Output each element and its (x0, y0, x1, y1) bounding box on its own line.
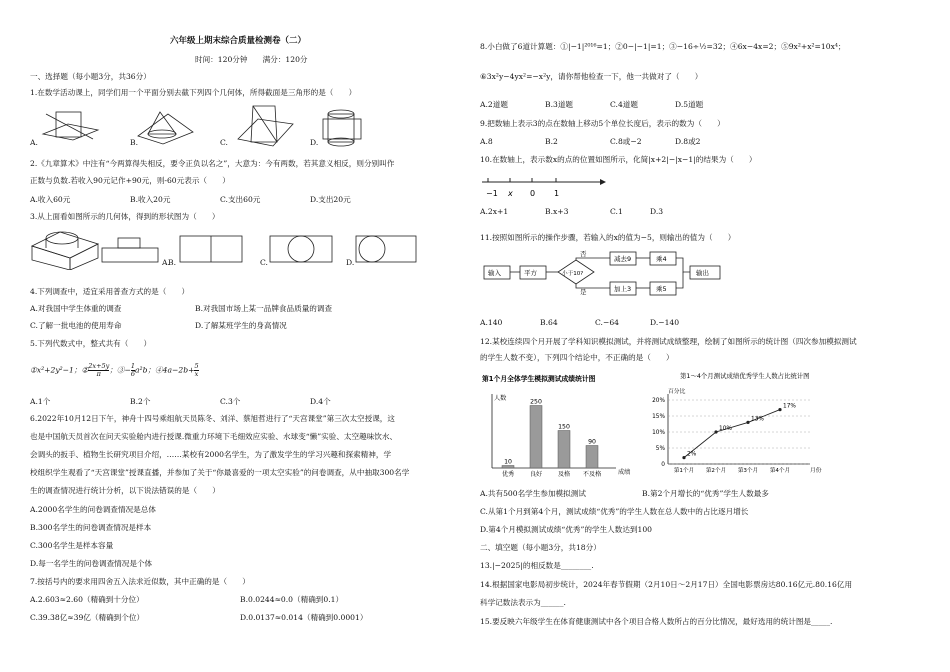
q6-option-d[interactable]: D.每一名学生的问卷调查情况是个体 (30, 559, 153, 568)
section-heading-1: 一、选择题（每小题3分，共36分） (30, 72, 151, 81)
bar-value-label-3: 150 (558, 423, 570, 431)
q3-view-a (102, 238, 158, 262)
q5-expr-2: ；③− (109, 365, 131, 375)
flow-yes-label: 否 (580, 250, 587, 258)
section-heading-2: 二、填空题（每小题3分，共18分） (480, 543, 601, 552)
q5-fraction-1-num: 2x+5y (88, 362, 110, 370)
flow-minus-label: 减去9 (614, 255, 632, 263)
q5-option-b[interactable]: B.2个 (130, 397, 151, 406)
question-13: 13.|−2025|的相反数是________. (480, 561, 594, 570)
q3-view-d (356, 236, 416, 262)
q5-expr-2-tail: a²b；④4a−2b+ (135, 365, 195, 375)
axis-label-x: x (508, 189, 513, 198)
question-6-line5: 生的调查情况进行统计分析，以下说法错误的是（ ） (30, 486, 220, 495)
bar-4 (586, 446, 598, 469)
q2-option-c[interactable]: C.支出60元 (220, 195, 261, 204)
q12-line-chart (640, 372, 830, 484)
question-14-line2: 科学记数法表示为______. (480, 598, 566, 607)
q10-option-b[interactable]: B.x+3 (545, 207, 569, 216)
flow-square-label: 平方 (524, 269, 537, 277)
question-6-line4: 校组织学生观看了“天宫课堂”授课直播，并参加了关于“你最喜爱的一项太空实验”的问卷调查，从中抽取300名学 (30, 468, 410, 477)
bar-1 (502, 466, 514, 469)
q1-option-c[interactable]: C. (220, 138, 228, 147)
question-7-stem: 7.按括号内的要求用四舍五入法求近似数，其中正确的是（ ） (30, 577, 250, 586)
line-value-label-1: 2% (687, 451, 697, 458)
q2-option-a[interactable]: A.收入60元 (30, 195, 71, 204)
question-8-line2: ⑥3x²y−4yx²=−x²y，请你帮他检查一下，他一共做对了（ ） (480, 72, 703, 81)
q1-option-b[interactable]: B. (130, 138, 138, 147)
line-category-label-2: 第2个月 (705, 468, 727, 474)
line-ytick-4: 20% (652, 398, 665, 404)
q9-option-b[interactable]: B.2 (545, 137, 558, 146)
q5-fraction-3-num: 5 (194, 362, 199, 370)
bar-value-label-2: 250 (530, 398, 542, 406)
q9-option-c[interactable]: C.8或−2 (610, 137, 642, 146)
line-point-2 (714, 430, 717, 433)
line-chart-title: 第1～4个月测试成绩优秀学生人数占比统计图 (680, 372, 810, 380)
question-6-line3: 会调头的扳手、植物生长研究项目介绍，……某校有2000名学生，为了激发学生的学习兴趣和探索精神，学 (30, 450, 392, 459)
line-chart-marks (652, 398, 810, 474)
q10-option-c[interactable]: C.1 (610, 207, 623, 216)
bar-category-label-2: 良好 (529, 471, 543, 478)
bar-chart-xlabel: 成绩 (618, 469, 631, 476)
q1-solid-b (138, 112, 193, 144)
q1-option-a[interactable]: A. (30, 138, 38, 147)
exam-meta: 时间：120分钟 满分：120分 (195, 55, 308, 64)
flow-input-label: 输入 (488, 269, 501, 277)
question-5-stem: 5.下列代数式中，整式共有（ ） (30, 339, 152, 348)
line-ytick-3: 15% (652, 414, 665, 420)
flow-no-label: 是 (580, 288, 587, 296)
q10-number-line (480, 170, 680, 202)
line-chart-ylabel: 百分比 (668, 389, 686, 395)
q12-option-c[interactable]: C.从第1个月到第4个月，测试成绩“优秀”的学生人数在总人数中的占比逐月增长 (480, 507, 749, 516)
question-6-line1: 6.2022年10月12日下午，神舟十四号乘组航天员陈冬、刘洋、蔡旭哲进行了“天宫课堂”第三次太空授课，这 (30, 414, 395, 423)
flow-output-label: 输出 (696, 269, 709, 277)
bar-value-label-4: 90 (588, 438, 596, 446)
bar-chart-ylabel: 人数 (494, 395, 507, 402)
number-line-arrow (600, 179, 606, 185)
q3-view-b (180, 236, 242, 262)
q4-option-a[interactable]: A.对我国中学生体重的调查 (30, 304, 122, 313)
question-2-line1: 2.《九章算术》中注有“今两算得失相反，要令正负以名之”，大意为：今有两数，若其意义相反，则分别叫作 (30, 159, 395, 168)
q7-option-d[interactable]: D.0.0137≈0.014（精确到0.0001） (240, 613, 368, 622)
q11-option-d[interactable]: D.−140 (650, 318, 680, 327)
q5-fraction-1-den: π (96, 370, 101, 379)
q7-option-b[interactable]: B.0.0244≈0.0（精确到0.1） (240, 595, 344, 604)
q12-option-d[interactable]: D.第4个月模拟测试成绩“优秀”的学生人数达到100 (480, 525, 653, 534)
exam-title: 六年级上期末综合质量检测卷（二） (170, 36, 307, 46)
question-12-line2: 的学生人数不变），下列四个结论中，不正确的是（ ） (480, 353, 674, 362)
q3-views-figure (30, 226, 460, 270)
q7-option-c[interactable]: C.39.38亿≈39亿（精确到个位） (30, 613, 145, 622)
bar-3 (558, 431, 570, 469)
question-15: 15.要反映六年级学生在体育健康测试中各个项目合格人数所占的百分比情况，最好选用的统计图是_____. (480, 617, 833, 626)
q5-option-c[interactable]: C.3个 (220, 397, 241, 406)
q1-solid-a (43, 112, 98, 140)
flow-plus-label: 加上3 (614, 285, 632, 293)
q5-expressions (30, 363, 199, 378)
line-point-1 (682, 456, 685, 459)
line-ytick-0: 0 (661, 462, 665, 468)
line-value-label-3: 13% (751, 416, 764, 423)
axis-label-neg1: −1 (486, 189, 498, 198)
q5-fraction-2-den: 6 (130, 370, 136, 379)
bar-category-label-4: 不及格 (582, 471, 602, 478)
bar-category-label-3: 及格 (557, 471, 571, 478)
line-value-label-4: 17% (783, 403, 796, 410)
bar-2 (530, 406, 542, 469)
line-category-label-4: 第4个月 (769, 468, 791, 474)
q5-option-d[interactable]: D.4个 (310, 397, 331, 406)
question-9-stem: 9.把数轴上表示3的点在数轴上移动5个单位长度后，表示的数为（ ） (480, 119, 725, 128)
q1-solid-c (238, 106, 293, 146)
line-ytick-2: 10% (652, 430, 665, 436)
axis-label-1: 1 (554, 189, 560, 198)
question-2-line2: 正数与负数.若收入90元记作+90元，则-60元表示（ ） (30, 176, 230, 185)
q3-option-b[interactable]: B. (168, 258, 176, 267)
line-point-4 (778, 408, 781, 411)
line-chart-xlabel: 月份 (810, 468, 822, 474)
q5-fraction-3 (194, 363, 198, 378)
axis-label-0: 0 (530, 189, 536, 198)
q3-option-d[interactable]: D. (346, 258, 355, 267)
line-category-label-1: 第1个月 (673, 468, 695, 474)
q12-option-b[interactable]: B.第2个月增长的“优秀”学生人数最多 (642, 489, 769, 498)
question-1-stem: 1.在数学活动课上，同学们用一个平面分别去截下列四个几何体，所得截面是三角形的是（ ） (30, 88, 357, 97)
q8-option-c[interactable]: C.4道题 (610, 100, 638, 109)
q6-option-a[interactable]: A.2000名学生的问卷调查情况是总体 (30, 505, 156, 514)
q1-solid-d (323, 110, 361, 146)
q4-option-b[interactable]: B.对我国市场上某一品牌食品质量的调查 (195, 304, 333, 313)
flow-cond-label: 小于10? (562, 271, 584, 277)
q2-option-b[interactable]: B.收入20元 (130, 195, 171, 204)
question-3-stem: 3.从上面看如图所示的几何体，得到的形状图为（ ） (30, 212, 220, 221)
bar-category-label-1: 优秀 (501, 471, 515, 478)
q2-option-d[interactable]: D.支出20元 (310, 195, 351, 204)
q11-flowchart (480, 246, 740, 304)
q8-option-b[interactable]: B.3道题 (545, 100, 574, 109)
q3-option-a[interactable]: A. (162, 258, 170, 267)
question-10-stem: 10.在数轴上，表示数x的点的位置如图所示，化简|x+2|−|x−1|的结果为（ ） (480, 155, 757, 164)
question-14-line1: 14.根据国家电影局初步统计，2024年春节假期（2月10日～2月17日）全国电影票房达80.16亿元.80.16亿用 (480, 580, 853, 589)
q10-option-a[interactable]: A.2x+1 (480, 207, 509, 216)
q3-solid (32, 232, 98, 270)
q5-expr-1: ①x²+2y²−1；② (30, 365, 89, 375)
q12-option-a[interactable]: A.共有500名学生参加模拟测试 (480, 489, 586, 498)
question-6-line2: 也是中国航天员首次在问天实验舱内进行授课.微重力环境下毛细效应实验、水球变“懒”实验、太空趣味饮水、 (30, 432, 398, 441)
q8-option-d[interactable]: D.5道题 (675, 100, 704, 109)
q3-view-c (270, 236, 332, 262)
q11-option-c[interactable]: C.−64 (595, 318, 619, 327)
question-11-stem: 11.按照如图所示的操作步骤，若输入的x的值为−5，则输出的值为（ ） (480, 233, 736, 242)
line-value-label-2: 10% (719, 426, 732, 432)
line-point-3 (746, 421, 749, 424)
bar-chart-marks (502, 399, 601, 479)
line-series (684, 410, 780, 458)
q10-option-d[interactable]: D.3 (650, 207, 664, 216)
question-4-stem: 4.下列调查中，适宜采用普查方式的是（ ） (30, 287, 190, 296)
q11-option-a[interactable]: A.140 (480, 318, 503, 327)
q5-fraction-1 (88, 363, 109, 378)
line-ytick-1: 5% (655, 446, 665, 452)
q3-option-c[interactable]: C. (260, 258, 268, 267)
question-12-line1: 12.某校连续四个月开展了学科知识模拟测试，并将测试成绩整理，绘制了如图所示的统计图（四次参加模拟测试 (480, 337, 857, 346)
q6-option-c[interactable]: C.300名学生是样本容量 (30, 541, 114, 550)
q8-option-a[interactable]: A.2道题 (480, 100, 508, 109)
q5-option-a[interactable]: A.1个 (30, 397, 51, 406)
q6-option-b[interactable]: B.300名学生的问卷调查情况是样本 (30, 523, 152, 532)
q12-bar-chart (480, 372, 640, 484)
line-category-label-3: 第3个月 (737, 468, 759, 474)
q11-option-b[interactable]: B.64 (540, 318, 558, 327)
bar-chart-title: 第1个月全体学生模拟测试成绩统计图 (482, 375, 596, 383)
q4-option-d[interactable]: D.了解某班学生的身高情况 (195, 321, 287, 330)
q9-option-d[interactable]: D.8或2 (675, 137, 701, 146)
bar-value-label-1: 10 (504, 458, 512, 466)
q5-fraction-3-den: x (194, 370, 199, 379)
q9-option-a[interactable]: A.8 (480, 137, 493, 146)
flow-times4-label: 乘4 (656, 255, 667, 263)
question-8-line1: 8.小白做了6道计算题：①|−1|²⁰¹⁶=1；②0−|−1|=1；③−16÷½=32；④6x−4x=2；⑤9x²+x²=10x⁴； (480, 42, 846, 51)
flow-times5-label: 乘5 (656, 285, 667, 293)
q7-option-a[interactable]: A.2.603≈2.60（精确到十分位） (30, 595, 144, 604)
q1-solids-figure (38, 104, 458, 152)
q5-fraction-2-num: 1 (130, 362, 136, 370)
q1-option-d[interactable]: D. (310, 138, 319, 147)
q4-option-c[interactable]: C.了解一批电池的使用寿命 (30, 321, 122, 330)
